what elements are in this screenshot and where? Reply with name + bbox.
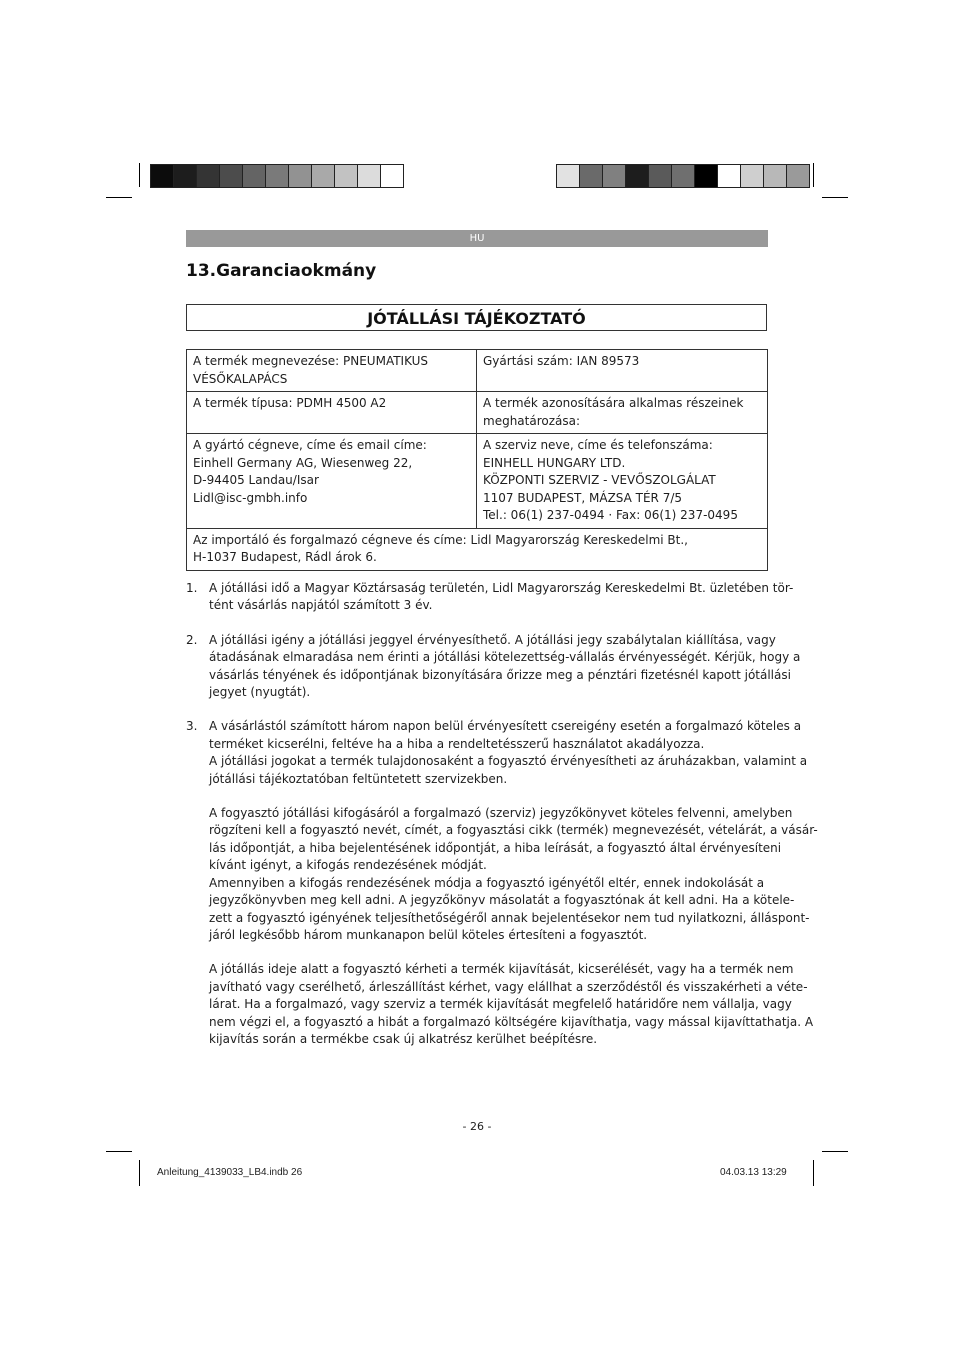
service-cell [477, 434, 768, 529]
list-item [186, 632, 801, 702]
text-line: javítható vagy cserélhető, árleszállítást kérhet, vagy elállhat a szerződéstől és visszakérheti a véte- [209, 979, 808, 994]
color-swatch [380, 164, 404, 188]
text-line: A jótállási igény a jótállási jeggyel érvényesíthető. A jótállási jegy szabálytalan kiállítása, vagy [209, 632, 776, 647]
text-line: rögzíteni kell a fogyasztó nevét, címét, a fogyasztási cikk (termék) megnevezését, vételárát, a vásár- [209, 823, 818, 838]
color-swatch [717, 164, 741, 188]
color-swatch [242, 164, 266, 188]
crop-mark [106, 197, 132, 198]
cell-line: Az importáló és forgalmazó cégneve és címe: Lidl Magyarország Kereskedelmi Bt., [193, 532, 688, 547]
crop-mark [106, 1151, 132, 1152]
cell-line: A termék típusa: PDMH 4500 A2 [193, 396, 387, 410]
text-line: jegyzőkönyvben meg kell adni. A jegyzőkönyv másolatát a fogyasztónak át kell adni. Ha a kötele- [209, 893, 795, 908]
color-swatch [173, 164, 197, 188]
color-swatch [786, 164, 810, 188]
text-line: jótállási tájékoztatóban feltüntetett szervizekben. [209, 771, 508, 786]
text-line: jegyet (nyugtát). [209, 685, 311, 700]
cell-line: meghatározása: [483, 413, 581, 428]
importer-cell [187, 528, 768, 570]
color-swatch [150, 164, 174, 188]
table-row [187, 392, 768, 434]
cell-line: A termék megnevezése: PNEUMATIKUS [193, 354, 429, 368]
cell-line: A gyártó cégneve, címe és email címe: [193, 438, 427, 452]
crop-mark [813, 1160, 814, 1186]
list-item-number: 2. [186, 632, 198, 647]
color-swatch [265, 164, 289, 188]
text-line: kívánt igényt, a kifogás rendezésének módját. [209, 858, 487, 873]
color-swatch [740, 164, 764, 188]
crop-mark [139, 1160, 140, 1186]
color-swatch [357, 164, 381, 188]
paragraph [209, 718, 808, 788]
table-row [187, 528, 768, 570]
color-swatch [311, 164, 335, 188]
color-swatch [556, 164, 580, 188]
list-item [186, 718, 818, 1048]
paragraph [209, 805, 818, 944]
page-number: - 26 - [462, 1120, 492, 1133]
paragraph [209, 961, 814, 1048]
text-line: járól legkésőbb három munkanapon belül köteles értesíteni a fogyasztót. [209, 927, 648, 942]
cell-line: Einhell Germany AG, Wiesenweg 22, [193, 455, 413, 470]
cell-line: Tel.: 06(1) 237-0494 · Fax: 06(1) 237-0495 [483, 508, 738, 522]
color-swatch [648, 164, 672, 188]
cell-line: H-1037 Budapest, Rádl árok 6. [193, 550, 377, 564]
color-swatch [694, 164, 718, 188]
color-swatch [579, 164, 603, 188]
text-line: tént vásárlás napjától számított 3 év. [209, 598, 433, 613]
table-row [187, 350, 768, 392]
cell-line: KÖZPONTI SZERVIZ - VEVŐSZOLGÁLAT [483, 473, 716, 487]
list-item-number: 3. [186, 719, 198, 734]
color-strip-left [150, 164, 403, 188]
warranty-info-table [186, 349, 768, 571]
cell-line: Lidl@isc-gmbh.info [193, 490, 308, 505]
product-name-cell [187, 350, 477, 392]
color-swatch [671, 164, 695, 188]
cell-line: A termék azonosítására alkalmas részeinek [483, 396, 744, 410]
cell-line: A szerviz neve, címe és telefonszáma: [483, 438, 713, 452]
text-line: A jótállás ideje alatt a fogyasztó kérheti a termék kijavítását, kicserélését, vagy ha a termék nem [209, 962, 794, 977]
color-swatch [334, 164, 358, 188]
list-item [186, 580, 794, 615]
text-line: kijavítás során a termékbe csak új alkatrész kerülhet beépítésre. [209, 1031, 598, 1046]
color-swatch [196, 164, 220, 188]
text-line: vásárlás tényének és időpontjának bizonyítására őrizze meg a pénztári fizetésnél kapott jótállási [209, 667, 791, 682]
identification-parts-cell [477, 392, 768, 434]
text-line: A vásárlástól számított három napon belül érvényesített csereigény esetén a forgalmazó köteles a [209, 719, 802, 734]
cell-line: Gyártási szám: IAN 89573 [483, 354, 640, 368]
text-line: Amennyiben a kifogás rendezésének módja a fogyasztó igényétől eltér, ennek indokolását a [209, 875, 765, 890]
product-type-cell [187, 392, 477, 434]
cell-line: EINHELL HUNGARY LTD. [483, 455, 626, 470]
warranty-box-title: JÓTÁLLÁSI TÁJÉKOZTATÓ [186, 304, 767, 331]
language-bar: HU [186, 230, 768, 247]
footer-file-name: Anleitung_4139033_LB4.indb 26 [157, 1167, 303, 1178]
paragraph [209, 632, 801, 702]
footer-date-time: 04.03.13 13:29 [720, 1167, 787, 1178]
text-line: terméket kicserélni, feltéve ha a hiba a rendeltetésszerű használatot akadályozza. [209, 736, 705, 751]
crop-mark [813, 163, 814, 187]
text-line: zett a fogyasztó igényének teljesíthetőségéről annak bejelentésekor nem tud nyilatkozni, álláspont- [209, 910, 810, 925]
color-swatch [602, 164, 626, 188]
color-strip-right [556, 164, 809, 188]
crop-mark [822, 1151, 848, 1152]
text-line: nem végzi el, a fogyasztó a hibát a forgalmazó költségére kijavíthatja, vagy mással kijavíttathatja. A [209, 1014, 814, 1029]
crop-mark [139, 163, 140, 187]
text-line: A jótállási idő a Magyar Köztársaság területén, Lidl Magyarország Kereskedelmi Bt. üzletében tör- [209, 581, 794, 595]
crop-mark [822, 197, 848, 198]
section-heading: 13.Garanciaokmány [186, 261, 377, 281]
table-row [187, 434, 768, 529]
text-line: lás időpontját, a hiba bejelentésének időpontját, a hiba leírását, a fogyasztó által érvényesíteni [209, 840, 782, 855]
color-swatch [219, 164, 243, 188]
color-swatch [625, 164, 649, 188]
text-line: A jótállási jogokat a termék tulajdonosaként a fogyasztó érvényesítheti az áruházakban, valamint a [209, 754, 808, 769]
manufacturer-cell [187, 434, 477, 529]
text-line: A fogyasztó jótállási kifogásáról a forgalmazó (szerviz) jegyzőkönyvet köteles felvenni, amelyben [209, 806, 793, 821]
color-swatch [763, 164, 787, 188]
cell-line: 1107 BUDAPEST, MÁZSA TÉR 7/5 [483, 490, 683, 505]
serial-number-cell [477, 350, 768, 392]
cell-line: D-94405 Landau/Isar [193, 473, 319, 487]
list-item-number: 1. [186, 581, 198, 595]
cell-line: VÉSŐKALAPÁCS [193, 371, 288, 386]
color-swatch [288, 164, 312, 188]
text-line: átadásának elmaradása nem érinti a jótállási kötelezettség-vállalás érvényességét. Kérjük, hogy a [209, 650, 801, 665]
paragraph [209, 580, 794, 615]
warranty-terms-list [186, 580, 818, 1065]
text-line: lárat. Ha a forgalmazó, vagy szerviz a termék kijavítását megfelelő határidőre nem vállalja, vagy [209, 997, 792, 1012]
